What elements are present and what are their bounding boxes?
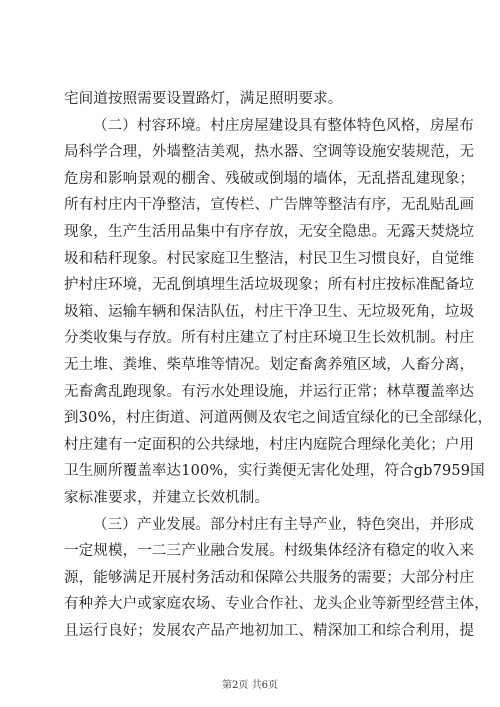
text-line: 家标准要求，并建立长效机制。 <box>64 489 270 506</box>
text-line: 分类收集与存放。所有村庄建立了村庄环境卫生长效机制。村庄 <box>64 330 475 347</box>
paragraph-start-line: （三）产业发展。部分村庄有主导产业，特色突出，并形成 <box>93 516 474 533</box>
text-line: 所有村庄内干净整洁，宣传栏、广告牌等整洁有序，无乱贴乱画 <box>64 197 475 214</box>
text-line: 且运行良好；发展农产品产地初加工、精深加工和综合利用，提 <box>64 622 475 639</box>
text-line: 一定规模，一二三产业融合发展。村级集体经济有稳定的收入来 <box>64 543 475 560</box>
text-line: 护村庄环境，无乱倒填埋生活垃圾现象；所有村庄按标准配备垃 <box>64 277 475 294</box>
text-line: 村庄建有一定面积的公共绿地，村庄内庭院合理绿化美化；户用 <box>64 436 475 453</box>
text-line: 到30%，村庄街道、河道两侧及农宅之间适宜绿化的已全部绿化， <box>64 410 493 427</box>
text-line: 有种养大户或家庭农场、专业合作社、龙头企业等新型经营主体， <box>64 596 489 613</box>
text-line: 无畜禽乱跑现象。有污水处理设施，并运行正常；林草覆盖率达 <box>64 383 475 400</box>
text-line: 卫生厕所覆盖率达100%，实行粪便无害化处理，符合gb7959国 <box>64 463 485 480</box>
page-number-footer: 第2页 共6页 <box>222 680 278 691</box>
text-line: 危房和影响景观的棚舍、残破或倒塌的墙体，无乱搭乱建现象； <box>64 170 475 187</box>
text-line: 宅间道按照需要设置路灯，满足照明要求。 <box>64 91 343 107</box>
document-body <box>64 86 493 644</box>
text-line: 源，能够满足开展村务活动和保障公共服务的需要；大部分村庄 <box>64 569 475 586</box>
text-line: 局科学合理，外墙整洁美观，热水器、空调等设施安装规范，无 <box>64 144 475 161</box>
paragraph-start-line: （二）村容环境。村庄房屋建设具有整体特色风格，房屋布 <box>93 117 474 134</box>
text-line: 无土堆、粪堆、柴草堆等情况。划定畜禽养殖区域，人畜分离， <box>64 356 475 373</box>
text-line: 现象，生产生活用品集中有序存放，无安全隐患。无露天焚烧垃 <box>64 223 475 240</box>
text-line: 圾和秸秆现象。村民家庭卫生整洁，村民卫生习惯良好，自觉维 <box>64 250 475 267</box>
text-line: 圾箱、运输车辆和保洁队伍，村庄干净卫生、无垃圾死角，垃圾 <box>64 303 475 320</box>
